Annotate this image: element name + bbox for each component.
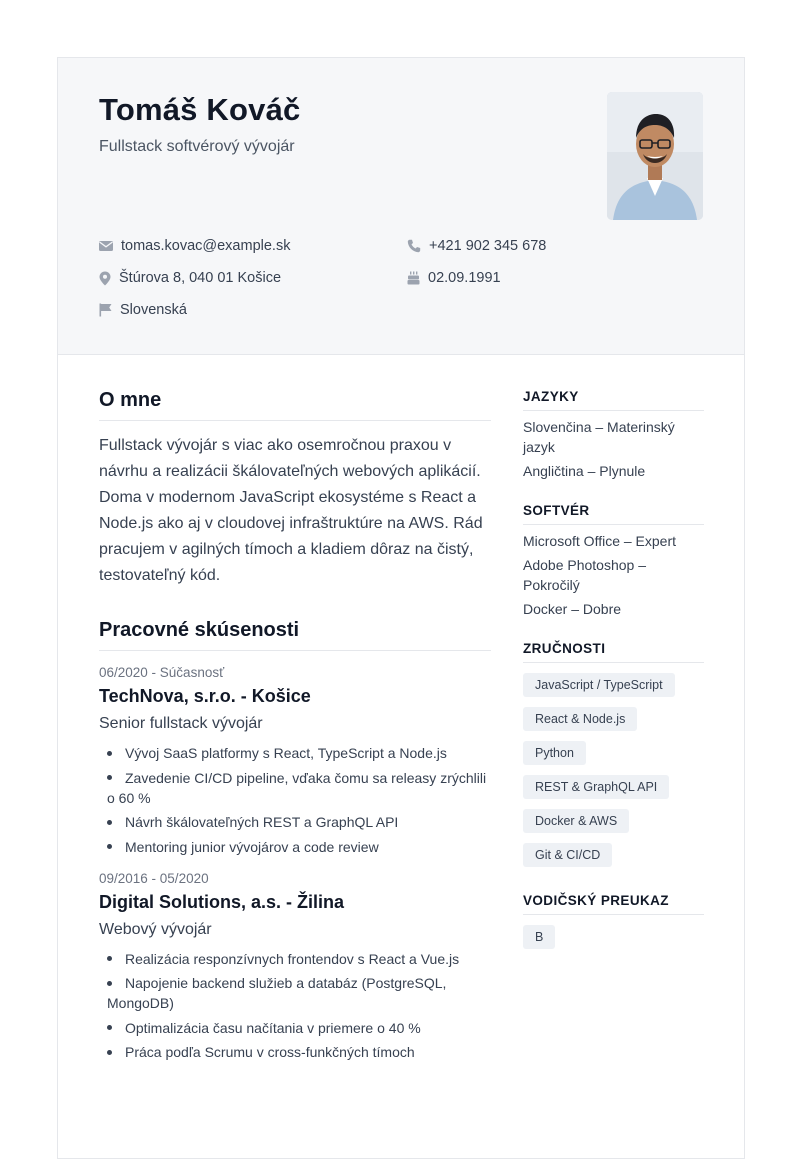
job-entry bbox=[99, 665, 491, 857]
contact-address bbox=[99, 270, 281, 286]
job-bullet: Zavedenie CI/CD pipeline, vďaka čomu sa releasy zrýchlili o 60 % bbox=[107, 769, 487, 806]
contact-email-text: tomas.kovac@example.sk bbox=[121, 238, 291, 254]
contact-nationality-text: Slovenská bbox=[120, 302, 187, 318]
resume-page bbox=[57, 57, 745, 1159]
license-title: VODIČSKÝ PREUKAZ bbox=[523, 893, 704, 915]
contact-phone[interactable] bbox=[407, 238, 546, 254]
job-company: TechNova, s.r.o. - Košice bbox=[99, 686, 311, 706]
profile-photo-image bbox=[607, 92, 703, 220]
software-item: Docker – Dobre bbox=[523, 601, 622, 617]
job-date: 06/2020 - Súčasnosť bbox=[99, 665, 225, 680]
job-bullets bbox=[99, 743, 491, 857]
person-role: Fullstack softvérový vývojár bbox=[99, 138, 295, 155]
envelope-icon bbox=[99, 240, 113, 252]
job-date: 09/2016 - 05/2020 bbox=[99, 870, 209, 886]
language-item: Angličtina – Plynule bbox=[523, 463, 646, 479]
birthday-cake-icon bbox=[407, 271, 420, 285]
profile-photo bbox=[607, 92, 703, 220]
language-item: Slovenčina – Materinský jazyk bbox=[523, 419, 675, 455]
job-bullets bbox=[99, 949, 491, 1063]
contact-phone-text: +421 902 345 678 bbox=[429, 238, 547, 254]
job-bullet: Realizácia responzívnych frontendov s React a Vue.js bbox=[99, 949, 491, 969]
skill-tag: Docker & AWS bbox=[523, 809, 629, 833]
map-pin-icon bbox=[99, 271, 111, 286]
experience-title: Pracovné skúsenosti bbox=[99, 619, 491, 651]
resume-header bbox=[58, 58, 744, 355]
license-tag: B bbox=[523, 925, 555, 949]
job-bullet: Optimalizácia času načítania v priemere o 40 % bbox=[99, 1018, 491, 1038]
flag-icon bbox=[99, 303, 112, 317]
skills-title: ZRUČNOSTI bbox=[523, 641, 704, 663]
job-bullet: Práca podľa Scrumu v cross-funkčných tímoch bbox=[99, 1042, 491, 1062]
software-item: Adobe Photoshop – Pokročilý bbox=[523, 557, 646, 593]
job-role: Senior fullstack vývojár bbox=[99, 715, 263, 732]
job-role: Webový vývojár bbox=[99, 920, 212, 938]
contact-email[interactable] bbox=[99, 238, 290, 254]
phone-icon bbox=[407, 239, 421, 253]
skill-tag: Git & CI/CD bbox=[523, 843, 612, 867]
contact-birthdate-text: 02.09.1991 bbox=[428, 270, 501, 286]
job-bullet: Napojenie backend služieb a databáz (PostgreSQL, MongoDB) bbox=[107, 975, 447, 1011]
job-entry bbox=[99, 871, 491, 1063]
sidebar-column bbox=[523, 354, 704, 949]
job-bullet: Návrh škálovateľných REST a GraphQL API bbox=[99, 812, 491, 832]
job-bullet: Mentoring junior vývojárov a code review bbox=[99, 837, 491, 857]
contact-nationality bbox=[99, 302, 187, 318]
job-bullet: Vývoj SaaS platformy s React, TypeScript a Node.js bbox=[99, 743, 491, 763]
job-company: Digital Solutions, a.s. - Žilina bbox=[99, 891, 345, 912]
contact-address-text: Štúrova 8, 040 01 Košice bbox=[119, 270, 282, 286]
skill-tag: React & Node.js bbox=[523, 707, 637, 731]
license-tags bbox=[523, 915, 704, 949]
languages-title: JAZYKY bbox=[523, 389, 704, 411]
software-title: SOFTVÉR bbox=[523, 503, 704, 525]
skill-tag: JavaScript / TypeScript bbox=[523, 673, 675, 697]
skill-tag: REST & GraphQL API bbox=[523, 775, 669, 799]
about-title: O mne bbox=[99, 389, 491, 421]
software-item: Microsoft Office – Expert bbox=[523, 533, 677, 549]
skill-tag: Python bbox=[523, 741, 586, 765]
languages-list bbox=[523, 417, 704, 481]
main-column bbox=[99, 354, 491, 1067]
person-name: Tomáš Kováč bbox=[99, 92, 301, 127]
contact-birthdate bbox=[407, 270, 501, 286]
software-list bbox=[523, 531, 704, 619]
skills-tags bbox=[523, 663, 704, 867]
about-text: Fullstack vývojár s viac ako osemročnou praxou v návrhu a realizácii škálovateľných webových aplikácií. Doma v modernom JavaScript ekosystéme s React a Node.js ako aj v cloudovej infraštruktúre na AWS. Rád pracujem v agilných tímoch a kladiem dôraz na čistý, testovateľný kód. bbox=[99, 437, 483, 584]
